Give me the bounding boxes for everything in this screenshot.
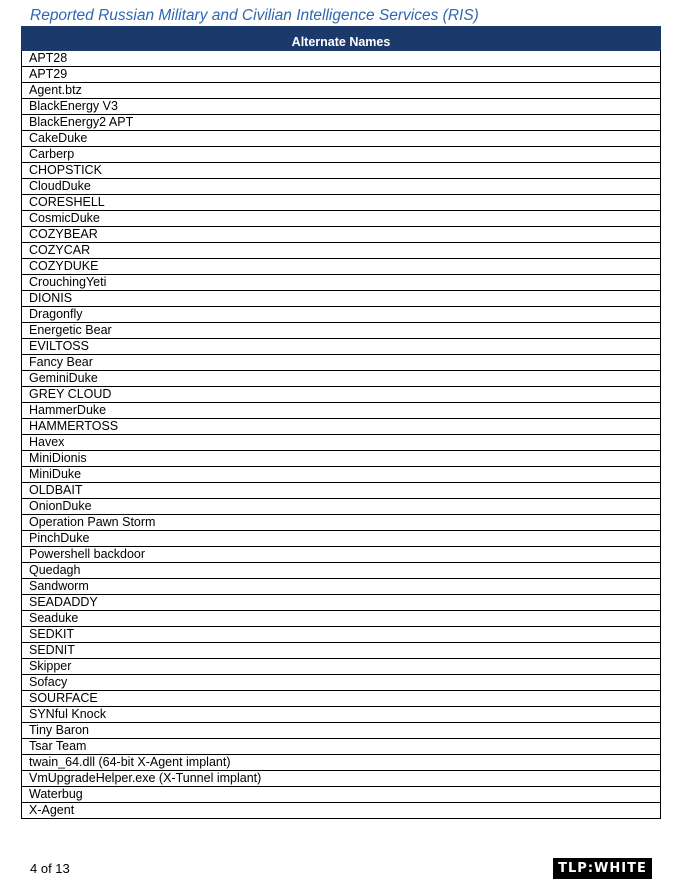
alternate-name-cell: HAMMERTOSS — [22, 419, 661, 435]
alternate-name-cell: PinchDuke — [22, 531, 661, 547]
alternate-name-cell: APT28 — [22, 51, 661, 67]
alternate-name-cell: Sandworm — [22, 579, 661, 595]
alternate-name-cell: X-Agent — [22, 803, 661, 819]
table-row — [22, 691, 661, 707]
table-row — [22, 403, 661, 419]
table-row — [22, 515, 661, 531]
table-row — [22, 627, 661, 643]
table-row — [22, 259, 661, 275]
table-row — [22, 419, 661, 435]
table-row — [22, 531, 661, 547]
alternate-name-cell: SOURFACE — [22, 691, 661, 707]
table-row — [22, 355, 661, 371]
table-row — [22, 771, 661, 787]
alternate-name-cell: CloudDuke — [22, 179, 661, 195]
alternate-name-cell: DIONIS — [22, 291, 661, 307]
alternate-name-cell: Quedagh — [22, 563, 661, 579]
alternate-name-cell: SEDKIT — [22, 627, 661, 643]
table-row — [22, 179, 661, 195]
alternate-name-cell: GREY CLOUD — [22, 387, 661, 403]
table-row — [22, 675, 661, 691]
alternate-name-cell: Tiny Baron — [22, 723, 661, 739]
table-row — [22, 595, 661, 611]
table-row — [22, 227, 661, 243]
table-row — [22, 99, 661, 115]
alternate-name-cell: EVILTOSS — [22, 339, 661, 355]
table-row — [22, 803, 661, 819]
table-row — [22, 163, 661, 179]
page-number: 4 of 13 — [30, 861, 70, 876]
table-row — [22, 83, 661, 99]
alternate-name-cell: CrouchingYeti — [22, 275, 661, 291]
table-row — [22, 739, 661, 755]
alternate-name-cell: Agent.btz — [22, 83, 661, 99]
alternate-name-cell: CORESHELL — [22, 195, 661, 211]
table-row — [22, 243, 661, 259]
table-row — [22, 579, 661, 595]
table-row — [22, 147, 661, 163]
alternate-name-cell: twain_64.dll (64-bit X-Agent implant) — [22, 755, 661, 771]
table-row — [22, 195, 661, 211]
table-row — [22, 211, 661, 227]
alternate-name-cell: Fancy Bear — [22, 355, 661, 371]
table-body — [22, 51, 661, 819]
table-row — [22, 115, 661, 131]
table-row — [22, 707, 661, 723]
table-row — [22, 723, 661, 739]
table-row — [22, 643, 661, 659]
alternate-name-cell: OLDBAIT — [22, 483, 661, 499]
alternate-name-cell: MiniDuke — [22, 467, 661, 483]
table-row — [22, 387, 661, 403]
table-row — [22, 467, 661, 483]
alternate-name-cell: Operation Pawn Storm — [22, 515, 661, 531]
table-row — [22, 435, 661, 451]
table-row — [22, 339, 661, 355]
table-row — [22, 275, 661, 291]
table-row — [22, 67, 661, 83]
alternate-name-cell: SEDNIT — [22, 643, 661, 659]
table-row — [22, 755, 661, 771]
alternate-name-cell: OnionDuke — [22, 499, 661, 515]
alternate-name-cell: COZYCAR — [22, 243, 661, 259]
alternate-name-cell: Energetic Bear — [22, 323, 661, 339]
alternate-name-cell: Tsar Team — [22, 739, 661, 755]
alternate-name-cell: HammerDuke — [22, 403, 661, 419]
alternate-name-cell: Skipper — [22, 659, 661, 675]
table-row — [22, 499, 661, 515]
alternate-names-table — [21, 26, 661, 819]
alternate-name-cell: VmUpgradeHelper.exe (X-Tunnel implant) — [22, 771, 661, 787]
tlp-badge: TLP:WHITE — [553, 858, 652, 879]
table-row — [22, 323, 661, 339]
alternate-name-cell: SEADADDY — [22, 595, 661, 611]
alternate-name-cell: BlackEnergy2 APT — [22, 115, 661, 131]
table-header-row — [22, 27, 661, 51]
alternate-name-cell: BlackEnergy V3 — [22, 99, 661, 115]
alternate-name-cell: COZYBEAR — [22, 227, 661, 243]
alternate-name-cell: Powershell backdoor — [22, 547, 661, 563]
table-row — [22, 451, 661, 467]
table-row — [22, 307, 661, 323]
table-row — [22, 563, 661, 579]
alternate-name-cell: Havex — [22, 435, 661, 451]
alternate-name-cell: Carberp — [22, 147, 661, 163]
table-row — [22, 787, 661, 803]
table-row — [22, 131, 661, 147]
column-header-alternate-names: Alternate Names — [22, 27, 661, 51]
document-title: Reported Russian Military and Civilian Intelligence Services (RIS) — [30, 7, 479, 24]
alternate-name-cell: Seaduke — [22, 611, 661, 627]
table-row — [22, 659, 661, 675]
table-row — [22, 51, 661, 67]
alternate-name-cell: CHOPSTICK — [22, 163, 661, 179]
alternate-name-cell: CakeDuke — [22, 131, 661, 147]
alternate-name-cell: COZYDUKE — [22, 259, 661, 275]
alternate-name-cell: CosmicDuke — [22, 211, 661, 227]
table-row — [22, 483, 661, 499]
table-row — [22, 611, 661, 627]
table-row — [22, 291, 661, 307]
table-row — [22, 371, 661, 387]
alternate-name-cell: GeminiDuke — [22, 371, 661, 387]
table-row — [22, 547, 661, 563]
alternate-name-cell: MiniDionis — [22, 451, 661, 467]
alternate-name-cell: Waterbug — [22, 787, 661, 803]
alternate-name-cell: Sofacy — [22, 675, 661, 691]
alternate-name-cell: SYNful Knock — [22, 707, 661, 723]
alternate-name-cell: Dragonfly — [22, 307, 661, 323]
alternate-name-cell: APT29 — [22, 67, 661, 83]
